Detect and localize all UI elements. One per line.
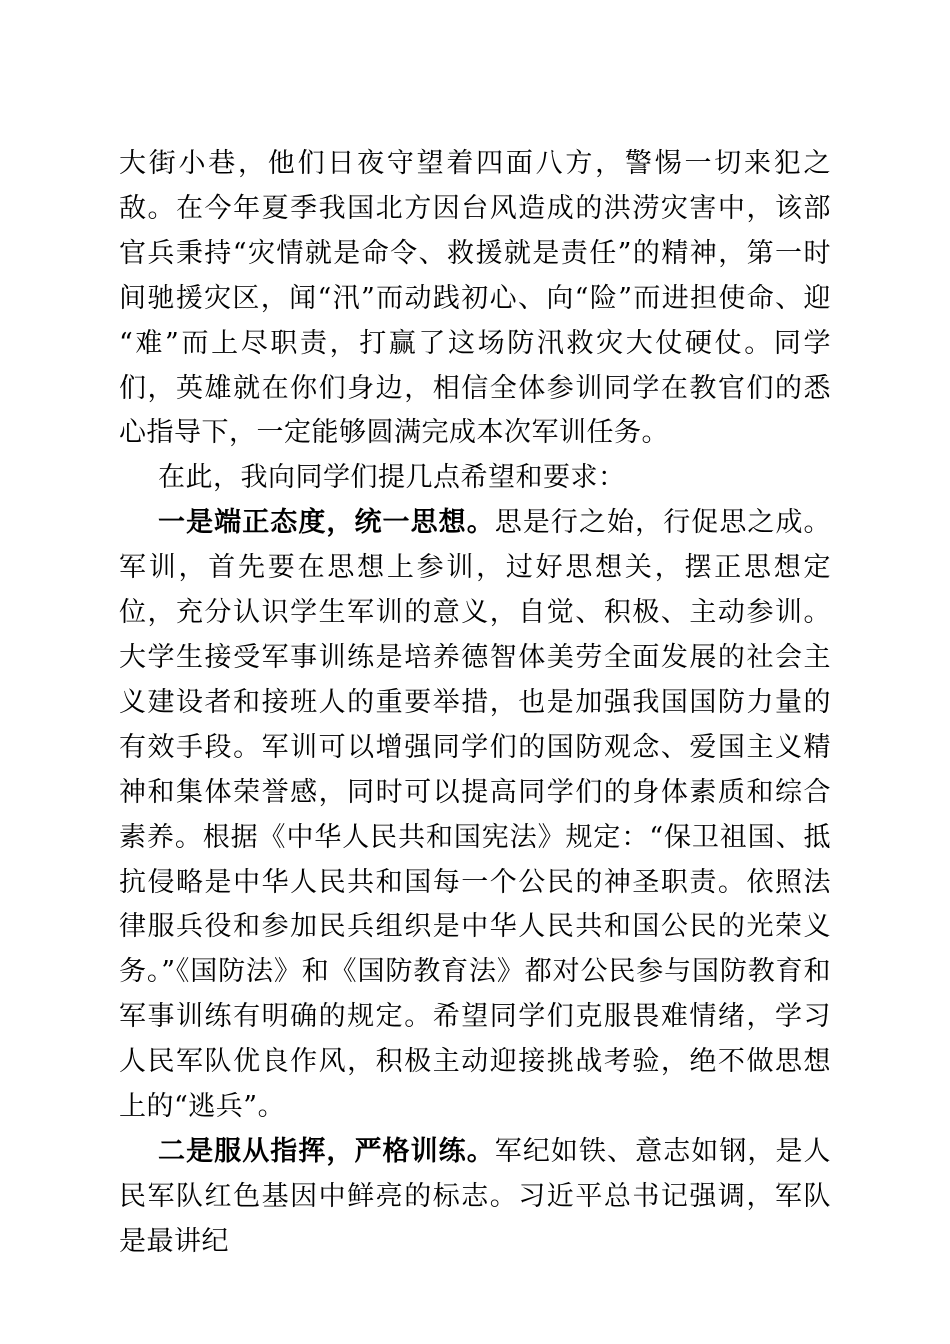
paragraph-text: 在此，我向同学们提几点希望和要求：: [158, 462, 626, 494]
document-body: [119, 142, 831, 1265]
paragraph: [119, 142, 831, 456]
paragraph-lead: 二是服从指挥，严格训练。: [158, 1135, 495, 1167]
paragraph-text: 思是行之始，行促思之成。军训，首先要在思想上参训，过好思想关，摆正思想定位，充分认识学生军训的意义，自觉、积极、主动参训。大学生接受军事训练是培养德智体美劳全面发展的社会主义建设者和接班人的重要举措，也是加强我国国防力量的有效手段。军训可以增强同学们的国防观念、爱国主义精神和集体荣誉感，同时可以提高同学们的身体素质和综合素养。根据《中华人民共和国宪法》规定：“保卫祖国、抵抗侵略是中华人民共和国每一个公民的神圣职责。依照法律服兵役和参加民兵组织是中华人民共和国公民的光荣义务。”《国防法》和《国防教育法》都对公民参与国防教育和军事训练有明确的规定。希望同学们克服畏难情绪，学习人民军队优良作风，积极主动迎接挑战考验，绝不做思想上的“逃兵”。: [119, 507, 832, 1123]
paragraph: [119, 456, 831, 501]
paragraph: [119, 501, 831, 1130]
paragraph: [119, 1130, 831, 1265]
paragraph-text: 军纪如铁、意志如钢，是人民军队红色基因中鲜亮的标志。习近平总书记强调，军队是最讲纪: [119, 1135, 832, 1257]
paragraph-text: 大街小巷，他们日夜守望着四面八方，警惕一切来犯之敌。在今年夏季我国北方因台风造成的洪涝灾害中，该部官兵秉持“灾情就是命令、救援就是责任”的精神，第一时间驰援灾区，闻“汛”而动践初心、向“险”而进担使命、迎“难”而上尽职责，打赢了这场防汛救灾大仗硬仗。同学们，英雄就在你们身边，相信全体参训同学在教官们的悉心指导下，一定能够圆满完成本次军训任务。: [119, 148, 831, 449]
paragraph-lead: 一是端正态度，统一思想。: [158, 507, 495, 539]
